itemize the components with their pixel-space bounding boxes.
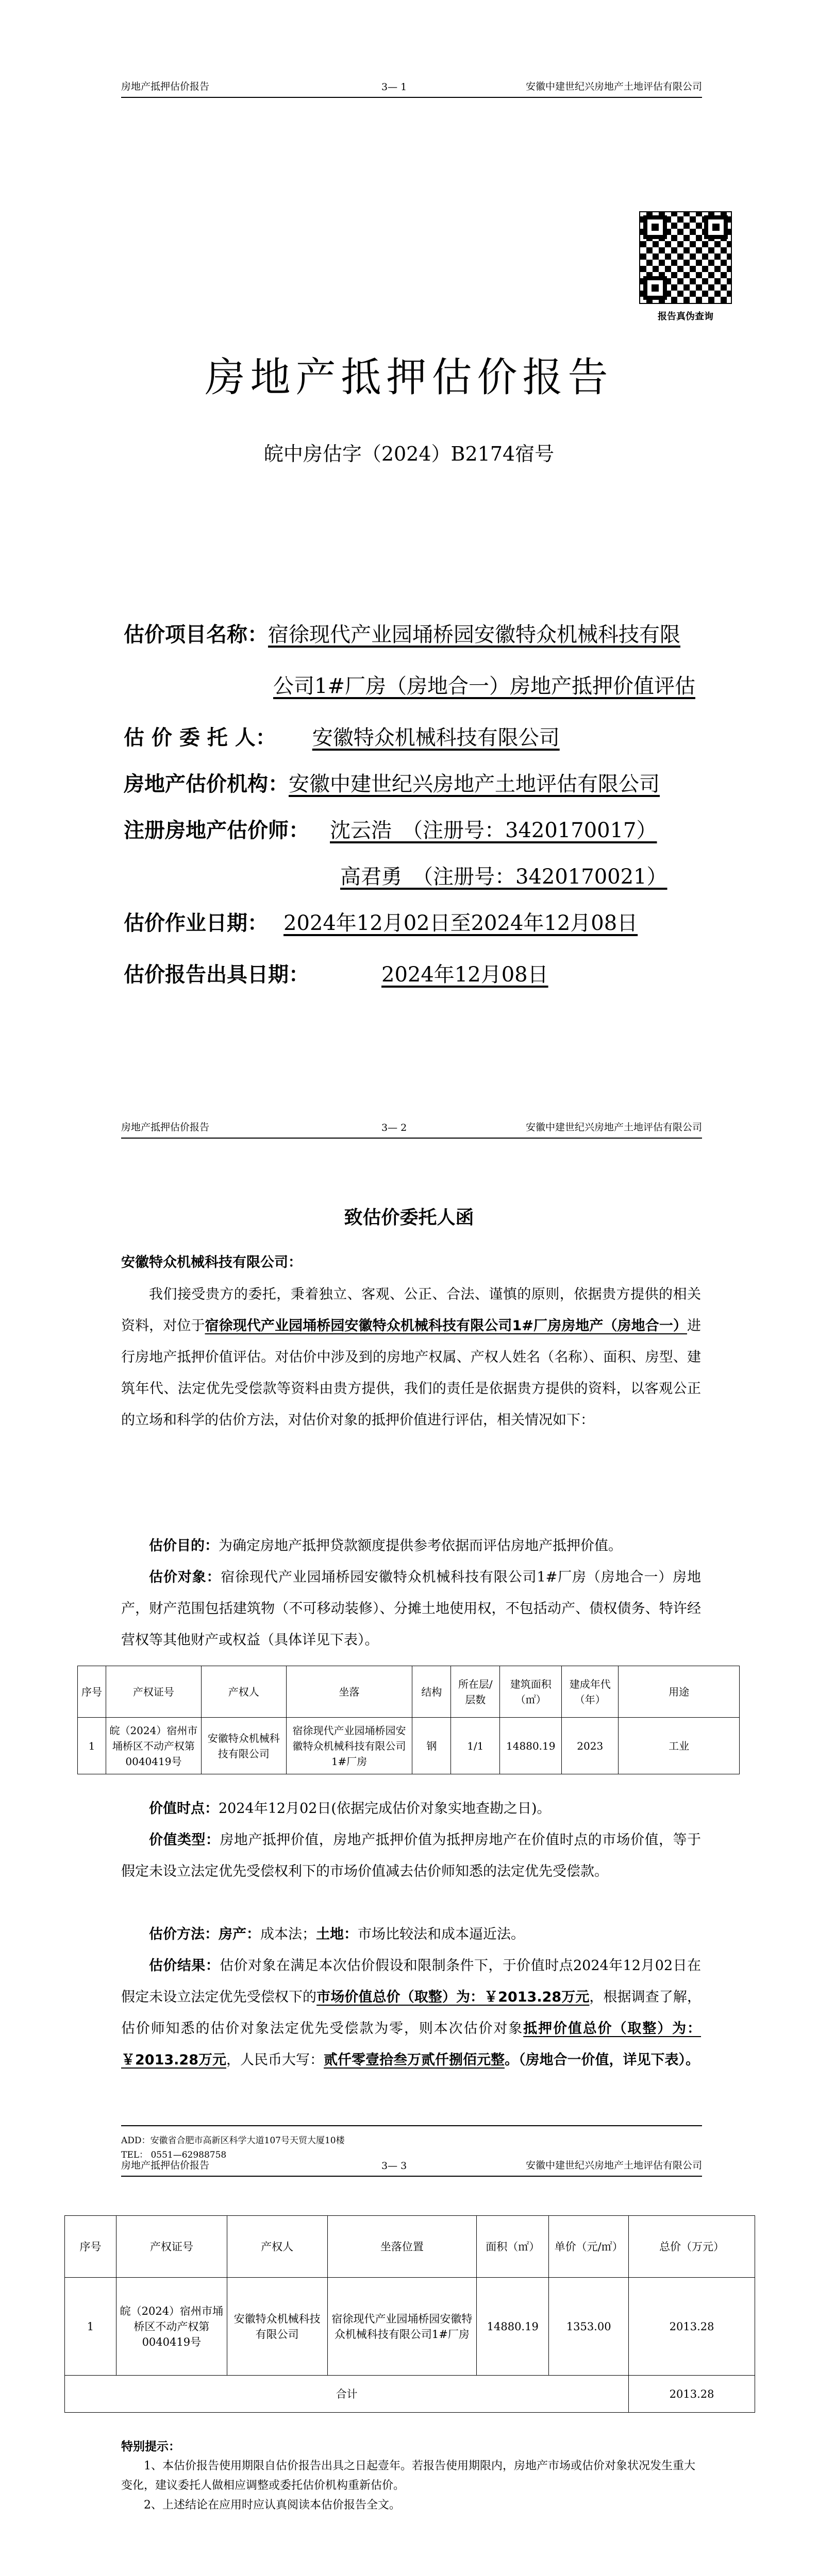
valuetype-paragraph (121, 1824, 701, 1887)
client-row (124, 721, 580, 751)
result-a: 估价对象在满足本次估价假设和限制条件下，于价值时点2024年12月02日在假定未设立法定优先受偿权下的 (121, 1958, 701, 2005)
footer-tel: TEL： 0551—62988758 (121, 2150, 227, 2160)
notes-title: 特别提示： (121, 2440, 180, 2453)
org-row (124, 768, 660, 797)
valuedate-paragraph (121, 1793, 701, 1824)
property-table (77, 1666, 740, 1774)
org-label: 房地产估价机构： (124, 772, 289, 796)
qr-caption: 报告真伪查询 (658, 311, 713, 322)
result-mortgage-value: 抵押价值总价（取整）为：￥2013.28万元 (121, 2021, 702, 2068)
td-total-value: 2013.28 (629, 2376, 755, 2413)
valuetype-text: 房地产抵押价值，房地产抵押价值为抵押房地产在价值时点的市场价值，等于假定未设立法定优先受偿权利下的市场价值减去估价师知悉的法定优先受偿款。 (121, 1832, 702, 1879)
header-page-number: 3— 3 (381, 2160, 407, 2172)
object-paragraph (121, 1562, 701, 1656)
table-row (65, 2278, 755, 2376)
client-label: 估 价 委 托 人： (124, 726, 276, 750)
object-text: 宿徐现代产业园埇桥园安徽特众机械科技有限公司1#厂房（房地合一）房地产，财产范围包括建筑物（不可移动装修）、分摊土地使用权，不包括动产、债权债务、特许经营权等其他财产或权益（具体详见下表）。 (121, 1569, 701, 1648)
issuedate-label: 估价报告出具日期： (124, 963, 309, 987)
intro-property: 宿徐现代产业园埇桥园安徽特众机械科技有限公司1#厂房房地产（房地合一） (205, 1318, 687, 1334)
project-line-1: 宿徐现代产业园埇桥园安徽特众机械科技有限 (268, 623, 680, 647)
th-no: 序号 (78, 1666, 106, 1718)
object-label: 估价对象： (149, 1569, 221, 1585)
header-right: 安徽中建世纪兴房地产土地评估有限公司 (525, 81, 702, 92)
th-location: 坐落位置 (327, 2216, 477, 2278)
th-area: 建筑面积（㎡） (500, 1666, 562, 1718)
td-area: 14880.19 (477, 2278, 549, 2376)
td-floor: 1/1 (451, 1718, 500, 1774)
project-label: 估价项目名称： (124, 623, 268, 647)
method-land-label: 土地： (316, 1926, 358, 1942)
result-market-value: 市场价值总价（取整）为：￥2013.28万元 (316, 1989, 590, 2005)
intro-a: 我们接受贵方的委托，秉着独立、客观、公正、合法、谨慎的原则，依据贵方提供的相关资料，对位于 (121, 1286, 701, 1334)
appraiser-1: 沈云浩 （注册号：3420170017） (330, 819, 657, 842)
td-total-label: 合计 (65, 2376, 629, 2413)
td-use: 工业 (619, 1718, 740, 1774)
workdate-value: 2024年12月02日至2024年12月08日 (283, 911, 638, 935)
th-owner: 产权人 (227, 2216, 327, 2278)
valuetype-label: 价值类型： (149, 1832, 220, 1848)
method-paragraph (121, 1919, 701, 1950)
cover-title: 房地产抵押估价报告 (205, 354, 613, 401)
header-right: 安徽中建世纪兴房地产土地评估有限公司 (525, 2160, 702, 2171)
header-left: 房地产抵押估价报告 (121, 1122, 210, 1133)
method-label: 估价方法： (149, 1926, 219, 1942)
th-use: 用途 (619, 1666, 740, 1718)
valuedate-label: 价值时点： (149, 1801, 219, 1817)
td-cert: 皖（2024）宿州市埇桥区不动产权第0040419号 (106, 1718, 201, 1774)
td-location: 宿徐现代产业园埇桥园安徽特众机械科技有限公司1#厂房 (327, 2278, 477, 2376)
purpose-text: 为确定房地产抵押贷款额度提供参考依据而评估房地产抵押价值。 (219, 1538, 622, 1554)
td-year: 2023 (562, 1718, 619, 1774)
method-building-label: 房产： (219, 1926, 260, 1942)
appraiser-row (124, 814, 657, 843)
cover-page (0, 0, 818, 1092)
result-label: 估价结果： (149, 1958, 220, 1974)
th-no: 序号 (65, 2216, 116, 2278)
table-row (78, 1718, 740, 1774)
appraiser-label: 注册房地产估价师： (124, 819, 309, 842)
page-header (121, 1118, 702, 1139)
header-right: 安徽中建世纪兴房地产土地评估有限公司 (525, 1122, 702, 1133)
header-left: 房地产抵押估价报告 (121, 81, 210, 92)
td-no: 1 (65, 2278, 116, 2376)
note-2: 2、上述结论在应用时应认真阅读本估价报告全文。 (144, 2499, 400, 2512)
issuedate-value: 2024年12月08日 (381, 963, 548, 987)
client-value: 安徽特众机械科技有限公司 (312, 726, 560, 750)
project-name-row-2 (273, 670, 695, 699)
td-cert: 皖（2024）宿州市埇桥区不动产权第0040419号 (116, 2278, 227, 2376)
td-structure: 钢 (412, 1718, 451, 1774)
report-number: 皖中房估字（2024）B2174宿号 (263, 443, 555, 465)
footer-address: ADD：安徽省合肥市高新区科学大道107号天贸大厦10楼 (121, 2136, 345, 2146)
valuedate-text: 2024年12月02日(依据完成估价对象实地查勘之日)。 (219, 1801, 551, 1817)
th-structure: 结构 (412, 1666, 451, 1718)
th-owner: 产权人 (201, 1666, 286, 1718)
th-floor: 所在层/层数 (451, 1666, 500, 1718)
result-e: ，人民币大写： (226, 2052, 324, 2068)
th-cert: 产权证号 (106, 1666, 201, 1718)
td-area: 14880.19 (500, 1718, 562, 1774)
appraiser-row-2 (340, 860, 667, 890)
td-unit-price: 1353.00 (549, 2278, 629, 2376)
td-no: 1 (78, 1718, 106, 1774)
method-land-text: 市场比较法和成本逼近法。 (358, 1926, 525, 1942)
table-total-row (65, 2376, 755, 2413)
result-amount-words: 贰仟零壹拾叁万贰仟捌佰元整 (323, 2052, 505, 2068)
td-total: 2013.28 (629, 2278, 755, 2376)
workdate-label: 估价作业日期： (124, 911, 268, 935)
special-notes (121, 2437, 701, 2515)
td-owner: 安徽特众机械科技有限公司 (201, 1718, 286, 1774)
purpose-paragraph (121, 1530, 701, 1562)
purpose-label: 估价目的： (149, 1538, 219, 1554)
th-year: 建成年代（年） (562, 1666, 619, 1718)
th-total: 总价（万元） (629, 2216, 755, 2278)
method-building-text: 成本法； (260, 1926, 316, 1942)
header-left: 房地产抵押估价报告 (121, 2160, 210, 2171)
org-value: 安徽中建世纪兴房地产土地评估有限公司 (289, 772, 660, 796)
note-1: 1、本估价报告使用期限自估价报告出具之日起壹年。若报告使用期限内，房地产市场或估价对象状况发生重大变化，建议委托人做相应调整或委托估价机构重新估价。 (121, 2460, 696, 2492)
page-header (121, 77, 702, 98)
th-unit-price: 单价（元/㎡） (549, 2216, 629, 2278)
valuation-table (64, 2215, 755, 2413)
page-header (121, 2156, 702, 2177)
th-cert: 产权证号 (116, 2216, 227, 2278)
qr-code-icon[interactable] (639, 211, 732, 304)
result-c: ，根据调查了解，估价师知悉的估价对象法定优先受偿款为零，则本次估价对象 (121, 1989, 701, 2037)
td-owner: 安徽特众机械科技有限公司 (227, 2278, 327, 2376)
workdate-row (124, 907, 638, 936)
header-page-number: 3— 1 (381, 81, 407, 93)
header-page-number: 3— 2 (381, 1122, 407, 1133)
table-header-row (65, 2216, 755, 2278)
table-header-row (78, 1666, 740, 1718)
issuedate-row (124, 958, 610, 988)
th-location: 坐落 (286, 1666, 412, 1718)
intro-paragraph (121, 1279, 701, 1436)
appraiser-2: 高君勇 （注册号：3420170021） (340, 865, 667, 889)
project-name-row (124, 618, 680, 648)
addressee: 安徽特众机械科技有限公司： (121, 1255, 302, 1270)
intro-c: 进行房地产抵押价值评估。对估价中涉及到的房地产权属、产权人姓名（名称）、面积、房型、建筑年代、法定优先受偿款等资料由贵方提供，我们的责任是依据贵方提供的资料，以客观公正的立场和科学的估价方法，对估价对象的抵押价值进行评估，相关情况如下： (121, 1318, 701, 1428)
td-location: 宿徐现代产业园埇桥园安徽特众机械科技有限公司1#厂房 (286, 1718, 412, 1774)
project-line-2: 公司1#厂房（房地合一）房地产抵押价值评估 (273, 674, 695, 698)
th-area: 面积（㎡） (477, 2216, 549, 2278)
result-g: 。（房地合一价值，详见下表）。 (504, 2052, 699, 2068)
result-paragraph (121, 1950, 701, 2076)
letter-title: 致估价委托人函 (344, 1207, 474, 1228)
